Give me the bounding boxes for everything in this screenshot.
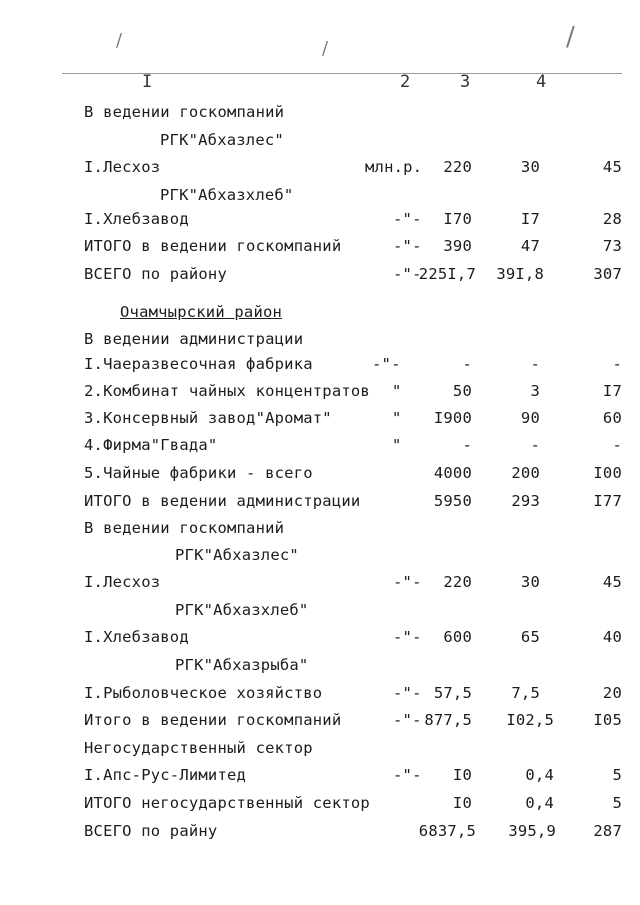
table-row [0,303,640,329]
row-value-col3: - [462,436,472,454]
pen-mark: / [116,30,123,51]
row-label: I.Хлебзавод [84,210,189,228]
row-label: I.Рыболовческое хозяйство [84,684,323,702]
table-row [0,519,640,545]
row-value-col4: 3 [530,382,540,400]
row-value-col5: 20 [602,684,622,702]
table-row [0,103,640,129]
row-unit: -"- [393,628,422,646]
row-value-col5: 307 [593,265,622,283]
row-value-col5: 287 [593,822,622,840]
table-row [0,158,640,184]
row-label: I.Хлебзавод [84,628,189,646]
row-value-col5: 5 [612,794,622,812]
table-row [0,656,640,682]
row-label: Итого в ведении госкомпаний [84,711,342,729]
header-col2: 2 [400,72,411,92]
row-value-col4: 47 [520,237,540,255]
row-label: ИТОГО в ведении администрации [84,492,361,510]
row-value-col5: I05 [593,711,622,729]
row-label: РГК"Абхазхлеб" [175,601,309,619]
row-label: РГК"Абхазрыба" [175,656,309,674]
row-value-col5: 73 [602,237,622,255]
row-value-col4: - [530,436,540,454]
row-value-col4: - [530,355,540,373]
row-label: Негосударственный сектор [84,739,313,757]
table-row [0,210,640,236]
row-value-col5: I77 [593,492,622,510]
table-row [0,186,640,212]
row-value-col4: 293 [511,492,540,510]
row-value-col4: 90 [520,409,540,427]
table-row [0,237,640,263]
row-value-col4: 200 [511,464,540,482]
row-value-col3: 225I,7 [418,265,476,283]
row-unit: -"- [393,237,422,255]
row-value-col3: 220 [443,158,472,176]
row-value-col4: 39I,8 [496,265,544,283]
table-row [0,131,640,157]
row-value-col3: I70 [443,210,472,228]
pen-mark: / [322,38,329,59]
row-value-col5: 28 [602,210,622,228]
row-value-col5: I7 [602,382,622,400]
row-value-col5: - [612,436,622,454]
row-value-col3: I0 [452,794,472,812]
row-label: В ведении госкомпаний [84,103,285,121]
row-label: I.Чаеразвесочная фабрика [84,355,313,373]
row-value-col5: I00 [593,464,622,482]
table-row [0,822,640,848]
table-row [0,601,640,627]
section-title: Очамчырский район [120,303,283,321]
row-value-col5: 45 [602,573,622,591]
row-value-col3: - [462,355,472,373]
row-value-col3: 390 [443,237,472,255]
row-value-col3: 50 [452,382,472,400]
table-row [0,409,640,435]
row-value-col4: 395,9 [508,822,556,840]
row-label: ВСЕГО по райну [84,822,218,840]
row-value-col5: 60 [602,409,622,427]
table-row [0,464,640,490]
row-value-col4: 7,5 [511,684,540,702]
pen-mark: / [566,22,575,52]
row-value-col4: I02,5 [506,711,554,729]
table-row [0,492,640,518]
header-col3: 3 [460,72,471,92]
table-row [0,355,640,381]
row-unit: " [392,436,402,454]
row-label: I.Апс-Рус-Лимитед [84,766,247,784]
table-row [0,684,640,710]
row-unit: -"- [393,766,422,784]
row-unit: " [392,409,402,427]
table-row [0,766,640,792]
row-value-col3: 5950 [433,492,472,510]
table-row [0,628,640,654]
row-value-col4: 0,4 [525,794,554,812]
row-unit: -"- [393,265,422,283]
row-value-col4: 30 [520,158,540,176]
row-value-col4: 65 [520,628,540,646]
row-value-col5: 5 [612,766,622,784]
table-row [0,436,640,462]
row-unit: " [392,382,402,400]
header-col1: I [142,72,153,92]
table-row [0,546,640,572]
table-row [0,573,640,599]
header-col4: 4 [536,72,547,92]
table-row [0,330,640,356]
row-unit: млн.р. [365,158,423,176]
row-label: I.Лесхоз [84,158,161,176]
row-value-col4: I7 [520,210,540,228]
row-value-col3: 4000 [433,464,472,482]
row-value-col5: - [612,355,622,373]
row-label: РГК"Абхазлес" [160,131,284,149]
row-label: 3.Консервный завод"Аромат" [84,409,332,427]
row-label: I.Лесхоз [84,573,161,591]
row-label: РГК"Абхазлес" [175,546,299,564]
row-value-col5: 40 [602,628,622,646]
row-label: ВСЕГО по району [84,265,227,283]
row-label: ИТОГО негосударственный сектор [84,794,370,812]
row-label: 5.Чайные фабрики - всего [84,464,313,482]
table-row [0,739,640,765]
row-unit: -"- [393,711,422,729]
row-value-col3: I900 [433,409,472,427]
row-label: РГК"Абхазхлеб" [160,186,294,204]
row-unit: -"- [393,573,422,591]
row-value-col3: 600 [443,628,472,646]
table-row [0,265,640,291]
row-unit: -"- [393,684,422,702]
table-row [0,794,640,820]
row-label: 4.Фирма"Гвада" [84,436,218,454]
row-value-col3: 6837,5 [418,822,476,840]
row-value-col3: I0 [452,766,472,784]
row-unit: -"- [393,210,422,228]
row-unit: -"- [372,355,401,373]
row-value-col5: 45 [602,158,622,176]
row-value-col3: 877,5 [424,711,472,729]
table-row [0,711,640,737]
table-row [0,382,640,408]
row-value-col3: 220 [443,573,472,591]
row-label: В ведении администрации [84,330,304,348]
row-value-col3: 57,5 [433,684,472,702]
row-label: В ведении госкомпаний [84,519,285,537]
row-label: 2.Комбинат чайных концентратов [84,382,370,400]
row-label: ИТОГО в ведении госкомпаний [84,237,342,255]
row-value-col4: 30 [520,573,540,591]
row-value-col4: 0,4 [525,766,554,784]
